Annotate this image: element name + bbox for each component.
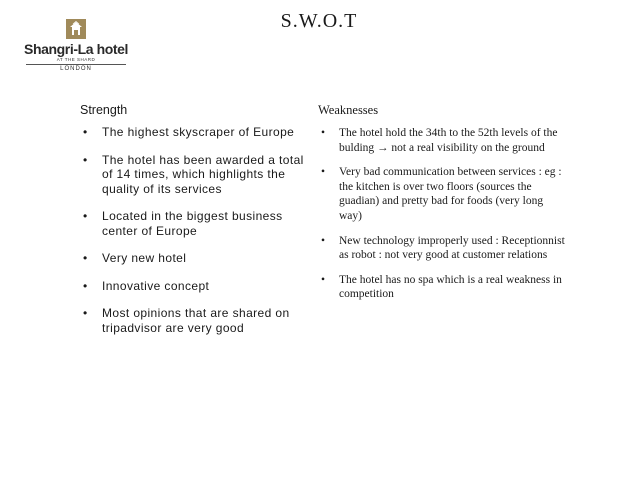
list-item — [318, 165, 568, 223]
weaknesses-heading: Weaknesses — [318, 103, 379, 117]
logo-subtitle: AT THE SHARD — [26, 57, 126, 65]
list-item — [80, 153, 310, 197]
bullet: • — [83, 251, 88, 265]
logo-name: Shangri-La hotel — [24, 41, 129, 57]
list-item — [318, 126, 568, 155]
bullet: • — [321, 234, 326, 247]
strength-list — [80, 125, 310, 335]
list-item — [80, 306, 310, 335]
weakness-item-text: The hotel hold the 34th to the 52th levels of the bulding → not a real visibility on the ground — [339, 127, 558, 154]
weaknesses-column — [318, 103, 568, 312]
page-title: S.W.O.T — [280, 10, 358, 32]
bullet: • — [321, 166, 326, 179]
strength-item-text: Most opinions that are shared on tripadvisor are very good — [102, 306, 290, 335]
strength-heading: Strength — [80, 103, 128, 117]
strength-item-text: Located in the biggest business center of Europe — [102, 209, 283, 238]
bullet: • — [321, 127, 326, 139]
logo-city: LONDON — [60, 66, 92, 72]
bullet: • — [83, 125, 88, 139]
list-item — [80, 279, 310, 294]
strength-item-text: The hotel has been awarded a total of 14 times, which highlights the quality of its services — [102, 152, 304, 196]
bullet: • — [83, 278, 88, 293]
strength-item-text: Very new hotel — [102, 251, 187, 265]
list-item — [80, 125, 310, 140]
strength-item-text: The highest skyscraper of Europe — [102, 125, 295, 139]
list-item — [318, 273, 568, 302]
list-item — [80, 251, 310, 266]
strength-column — [80, 103, 310, 348]
weakness-item-text: New technology improperly used : Receptionnist as robot : not very good at customer relations — [339, 234, 565, 262]
list-item — [318, 234, 568, 263]
weakness-item-text: Very bad communication between services : eg : the kitchen is over two floors (sources the guadian) and pretty bad for foods (very long way) — [339, 166, 562, 222]
bullet: • — [83, 152, 88, 167]
weaknesses-list — [318, 126, 568, 302]
list-item — [80, 209, 310, 238]
bullet: • — [83, 306, 88, 320]
bullet: • — [83, 209, 88, 223]
strength-item-text: Innovative concept — [102, 278, 210, 293]
bullet: • — [321, 273, 326, 286]
weakness-item-text: The hotel has no spa which is a real weakness in competition — [339, 273, 562, 301]
